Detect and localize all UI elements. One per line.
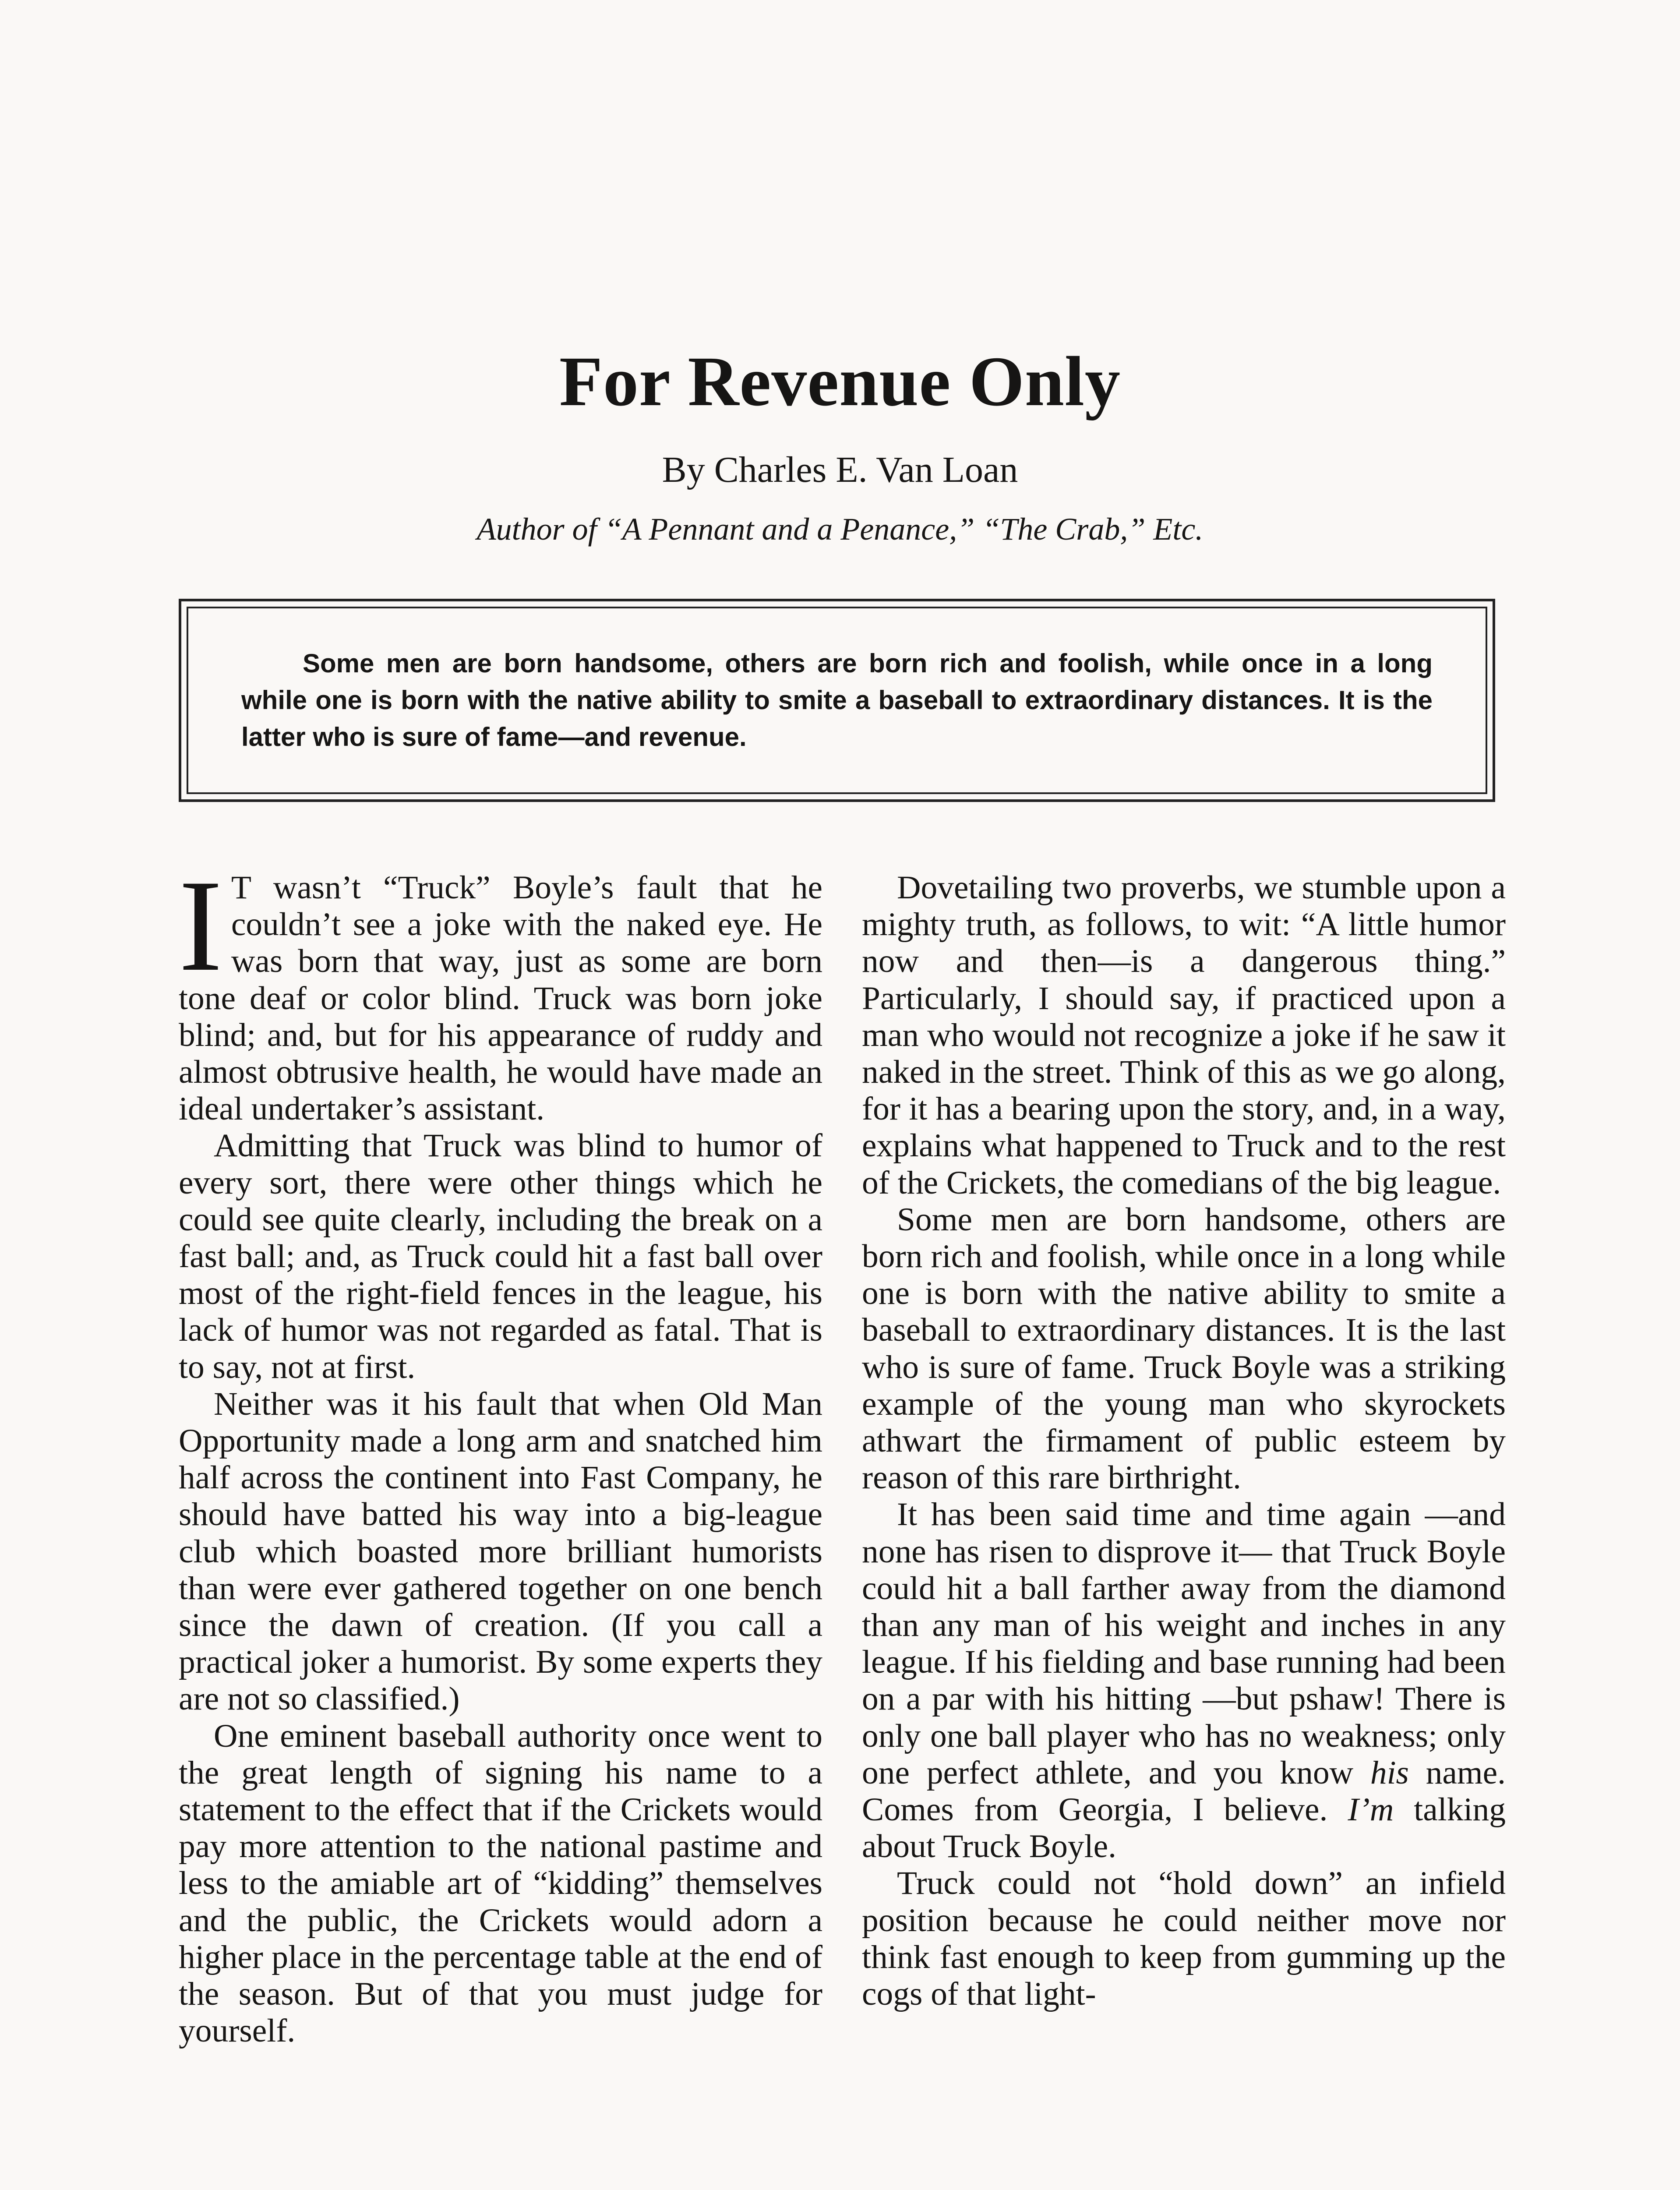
paragraph-3: Neither was it his fault that when Old Man Opportunity made a long arm and snatched him half across the continent into Fast Company, he should have batted his way into a big-league club which boasted more brilliant humorists than were ever gathered together on one bench since the dawn of creation. (If you call a practical joker a humorist. By some experts they are not so classified.) <box>179 1385 822 1717</box>
byline: By Charles E. Van Loan <box>662 449 1018 490</box>
emphasis-his: his <box>1370 1754 1409 1791</box>
left-column <box>179 853 822 2050</box>
paragraph-7-text: It has been said time and time again —and none has risen to disprove it— that Truck Boyle could hit a ball farther away from the diamond than any man of his weight and inches in any league. If his fielding and base running had been on a par with his hitting —but pshaw! There is only one ball player who has no weakness; only one perfect athlete, and you know <box>862 1496 1506 1791</box>
paragraph-2: Admitting that Truck was blind to humor of every sort, there were other things which he could see quite clearly, including the break on a fast ball; and, as Truck could hit a fast ball over most of the right-field fences in the league, his lack of humor was not regarded as fatal. That is to say, not at first. <box>179 1127 822 1385</box>
emphasis-im: I’m <box>1348 1791 1394 1828</box>
paragraph-1 <box>179 853 822 1127</box>
page-title: For Revenue Only <box>559 343 1121 421</box>
right-column <box>862 869 1506 2013</box>
paragraph-5: Dovetailing two proverbs, we stumble upon a mighty truth, as follows, to wit: “A little humor now and then—is a dangerous thing.” Particularly, I should say, if practiced upon a man who would not recognize a joke if he saw it naked in the street. Think of this as we go along, for it has a bearing upon the story, and, in a way, explains what happened to Truck and to the rest of the Crickets, the comedians of the big league. <box>862 869 1506 1201</box>
paragraph-4: One eminent baseball authority once went to the great length of signing his name to a statement to the effect that if the Crickets would pay more attention to the national pastime and less to the amiable art of “kidding” themselves and the public, the Crickets would adorn a higher place in the percentage table at the end of the season. But of that you must judge for yourself. <box>179 1717 822 2049</box>
summary-box <box>179 599 1495 802</box>
paragraph-8: Truck could not “hold down” an infield position because he could neither move nor think fast enough to keep from gumming up the cogs of that light- <box>862 1865 1506 2013</box>
drop-cap: I <box>179 853 222 998</box>
author-credits: Author of “A Pennant and a Penance,” “The Crab,” Etc. <box>476 512 1204 547</box>
summary-inner-frame <box>187 607 1487 794</box>
paragraph-7-middle: name. Comes from Georgia, I believe. <box>862 1754 1506 1828</box>
paragraph-7 <box>862 1496 1506 1865</box>
paragraph-7-end: talking about Truck Boyle. <box>862 1791 1506 1865</box>
paragraph-1-text: T wasn’t “Truck” Boyle’s fault that he couldn’t see a joke with the naked eye. He was born that way, just as some are born tone deaf or color blind. Truck was born joke blind; and, but for his appearance of ruddy and almost obtrusive health, he would have made an ideal undertaker’s assistant. <box>179 869 822 1127</box>
paragraph-6: Some men are born handsome, others are born rich and foolish, while once in a long while one is born with the native ability to smite a baseball to extraordinary distances. It is the last who is sure of fame. Truck Boyle was a striking example of the young man who skyrockets athwart the firmament of public esteem by reason of this rare birthright. <box>862 1201 1506 1496</box>
summary-text: Some men are born handsome, others are born rich and foolish, while once in a long while one is born with the native ability to smite a baseball to extraordinary distances. It is the latter who is sure of fame—and revenue. <box>241 649 1433 752</box>
